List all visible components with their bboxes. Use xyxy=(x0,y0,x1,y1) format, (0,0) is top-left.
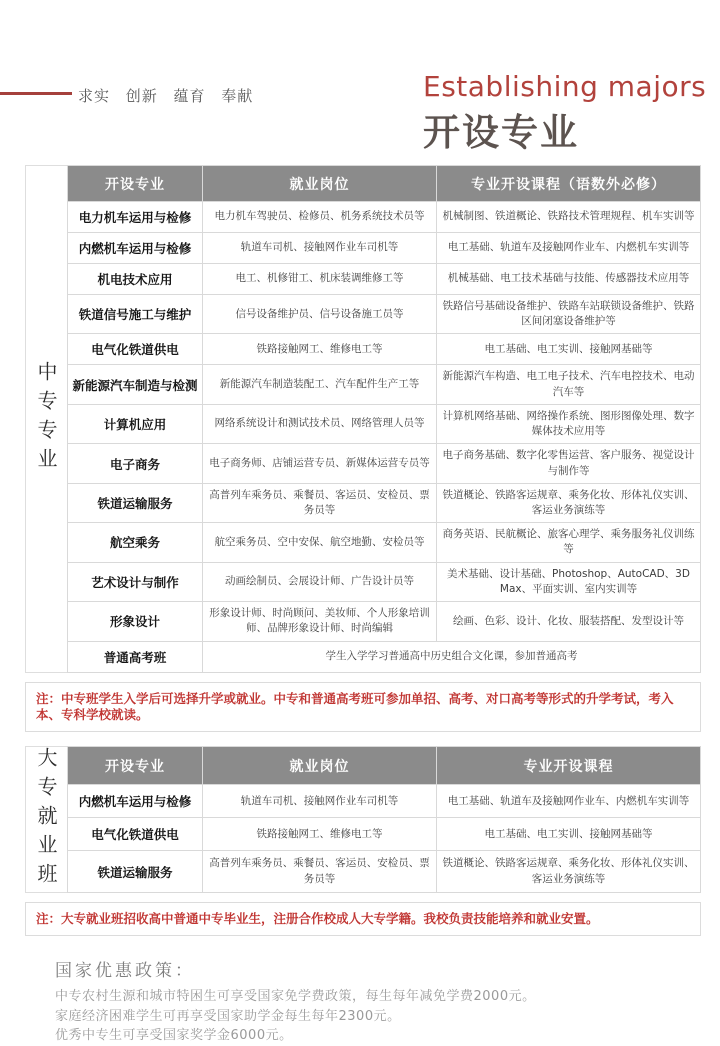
table-row xyxy=(68,562,701,601)
note-zhongzhuan: 注：中专班学生入学后可选择升学或就业。中专和普通高考班可参加单招、高考、对口高考等形式的升学考试，考入本、专科学校就读。 xyxy=(25,682,701,733)
major-courses: 机械基础、电工技术基础与技能、传感器技术应用等 xyxy=(437,264,701,295)
column-header-major: 开设专业 xyxy=(68,747,203,785)
section-label-column xyxy=(25,746,67,893)
major-jobs: 形象设计师、时尚顾问、美妆师、个人形象培训师、品牌形象设计师、时尚编辑 xyxy=(203,602,437,641)
major-jobs: 电力机车驾驶员、检修员、机务系统技术员等 xyxy=(203,202,437,233)
section-label: 中专专业 xyxy=(34,360,58,477)
major-name: 新能源汽车制造与检测 xyxy=(68,365,203,404)
major-jobs: 电工、机修钳工、机床装调维修工等 xyxy=(203,264,437,295)
major-jobs: 高普列车乘务员、乘餐员、客运员、安检员、票务员等 xyxy=(203,483,437,522)
major-jobs: 航空乘务员、空中安保、航空地勤、安检员等 xyxy=(203,523,437,562)
table-row xyxy=(68,202,701,233)
major-name: 计算机应用 xyxy=(68,404,203,443)
policy-line: 中专农村生源和城市特困生可享受国家免学费政策，每生每年减免学费2000元。 xyxy=(55,989,536,1005)
table-row xyxy=(68,818,701,851)
major-jobs: 轨道车司机、接触网作业车司机等 xyxy=(203,233,437,264)
page-title-english: Establishing majors xyxy=(423,70,707,103)
major-courses: 商务英语、民航概论、旅客心理学、乘务服务礼仪训练等 xyxy=(437,523,701,562)
major-courses: 铁路信号基础设备维护、铁路车站联锁设备维护、铁路区间闭塞设备维护等 xyxy=(437,295,701,334)
major-name: 机电技术应用 xyxy=(68,264,203,295)
major-name: 内燃机车运用与检修 xyxy=(68,233,203,264)
major-name: 内燃机车运用与检修 xyxy=(68,785,203,818)
table-row xyxy=(68,295,701,334)
major-name: 形象设计 xyxy=(68,602,203,641)
table-row xyxy=(68,334,701,365)
major-name: 铁道运输服务 xyxy=(68,483,203,522)
page-content xyxy=(25,165,701,1046)
section-zhongzhuan xyxy=(25,165,701,673)
major-jobs: 高普列车乘务员、乘餐员、客运员、安检员、票务员等 xyxy=(203,851,437,893)
major-courses: 美术基础、设计基础、Photoshop、AutoCAD、3D Max、平面实训、室内实训等 xyxy=(437,562,701,601)
major-courses: 新能源汽车构造、电工电子技术、汽车电控技术、电动汽车等 xyxy=(437,365,701,404)
column-header-courses: 专业开设课程 xyxy=(437,747,701,785)
table-row xyxy=(68,602,701,641)
major-jobs: 动画绘制员、会展设计师、广告设计员等 xyxy=(203,562,437,601)
major-jobs: 网络系统设计和测试技术员、网络管理人员等 xyxy=(203,404,437,443)
table-row xyxy=(68,404,701,443)
section-dazhuan xyxy=(25,746,701,893)
major-jobs: 信号设备维护员、信号设备施工员等 xyxy=(203,295,437,334)
table-row xyxy=(68,785,701,818)
major-courses: 绘画、色彩、设计、化妆、服装搭配、发型设计等 xyxy=(437,602,701,641)
major-courses: 铁道概论、铁路客运规章、乘务化妆、形体礼仪实训、客运业务演练等 xyxy=(437,851,701,893)
major-name: 电气化铁道供电 xyxy=(68,334,203,365)
table-row xyxy=(68,365,701,404)
page-title: 开设专业 xyxy=(423,111,579,154)
major-name: 普通高考班 xyxy=(68,641,203,672)
policy-line: 优秀中专生可享受国家奖学金6000元。 xyxy=(55,1028,293,1044)
table-row xyxy=(68,233,701,264)
majors-table-zhongzhuan xyxy=(67,165,701,673)
major-jobs: 铁路接触网工、维修电工等 xyxy=(203,334,437,365)
school-motto: 求实 创新 蕴育 奉献 xyxy=(78,87,254,105)
major-name: 铁道信号施工与维护 xyxy=(68,295,203,334)
major-courses: 机械制图、铁道概论、铁路技术管理规程、机车实训等 xyxy=(437,202,701,233)
table-row xyxy=(68,444,701,483)
column-header-major: 开设专业 xyxy=(68,166,203,202)
major-courses: 计算机网络基础、网络操作系统、图形图像处理、数字媒体技术应用等 xyxy=(437,404,701,443)
major-courses: 电工基础、轨道车及接触网作业车、内燃机车实训等 xyxy=(437,233,701,264)
table-row xyxy=(68,851,701,893)
major-jobs: 新能源汽车制造装配工、汽车配件生产工等 xyxy=(203,365,437,404)
major-courses: 电工基础、电工实训、接触网基础等 xyxy=(437,334,701,365)
table-header-row xyxy=(68,166,701,202)
majors-table-dazhuan xyxy=(67,746,701,893)
major-name: 航空乘务 xyxy=(68,523,203,562)
major-name: 电子商务 xyxy=(68,444,203,483)
policy-line: 家庭经济困难学生可再享受国家助学金每生每年2300元。 xyxy=(55,1008,401,1024)
major-jobs: 轨道车司机、接触网作业车司机等 xyxy=(203,785,437,818)
decorative-red-line xyxy=(0,92,72,95)
major-name: 电力机车运用与检修 xyxy=(68,202,203,233)
major-jobs: 电子商务师、店铺运营专员、新媒体运营专员等 xyxy=(203,444,437,483)
major-courses: 铁道概论、铁路客运规章、乘务化妆、形体礼仪实训、客运业务演练等 xyxy=(437,483,701,522)
section-label-column xyxy=(25,165,67,673)
table-row xyxy=(68,641,701,672)
major-jobs: 铁路接触网工、维修电工等 xyxy=(203,818,437,851)
column-header-jobs: 就业岗位 xyxy=(203,166,437,202)
major-courses: 电工基础、电工实训、接触网基础等 xyxy=(437,818,701,851)
table-header-row xyxy=(68,747,701,785)
column-header-courses: 专业开设课程（语数外必修） xyxy=(437,166,701,202)
policy-section xyxy=(25,956,701,1046)
major-name: 艺术设计与制作 xyxy=(68,562,203,601)
table-row xyxy=(68,264,701,295)
major-name: 电气化铁道供电 xyxy=(68,818,203,851)
policy-heading: 国家优惠政策： xyxy=(55,961,195,982)
table-row xyxy=(68,483,701,522)
major-description: 学生入学学习普通高中历史组合文化课，参加普通高考 xyxy=(203,641,701,672)
major-name: 铁道运输服务 xyxy=(68,851,203,893)
major-courses: 电子商务基础、数字化零售运营、客户服务、视觉设计与制作等 xyxy=(437,444,701,483)
section-label: 大专就业班 xyxy=(34,747,58,892)
note-dazhuan: 注：大专就业班招收高中普通中专毕业生，注册合作校成人大专学籍。我校负责技能培养和就业安置。 xyxy=(25,902,701,936)
table-row xyxy=(68,523,701,562)
column-header-jobs: 就业岗位 xyxy=(203,747,437,785)
major-courses: 电工基础、轨道车及接触网作业车、内燃机车实训等 xyxy=(437,785,701,818)
